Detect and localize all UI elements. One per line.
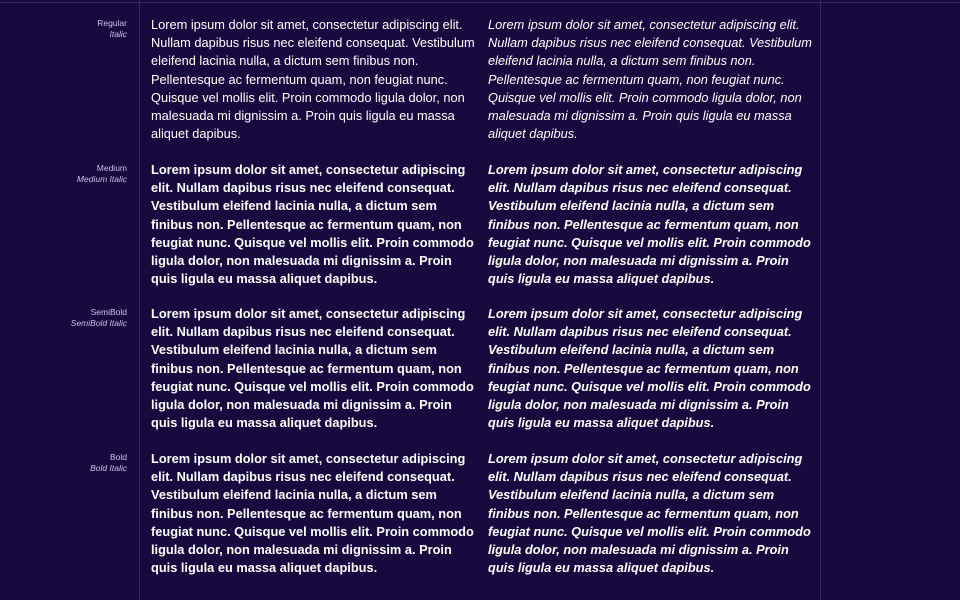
weight-label	[0, 18, 127, 40]
weight-label	[0, 307, 127, 329]
italic-weight-name: Bold Italic	[90, 463, 127, 473]
upright-weight-name: Medium	[96, 163, 127, 173]
left-column-divider	[139, 0, 140, 600]
sample-text-italic: Lorem ipsum dolor sit amet, consectetur adipiscing elit. Nullam dapibus risus nec eleifend consequat. Vestibulum eleifend lacinia nulla, a dictum sem finibus non. Pellentesque ac fermentum quam, non feugiat nunc. Quisque vel mollis elit. Proin commodo ligula dolor, non malesuada mi dignissim a. Proin quis ligula eu massa aliquet dapibus.	[488, 451, 811, 576]
sample-text-upright: Lorem ipsum dolor sit amet, consectetur adipiscing elit. Nullam dapibus risus nec eleifend consequat. Vestibulum eleifend lacinia nulla, a dictum sem finibus non. Pellentesque ac fermentum quam, non feugiat nunc. Quisque vel mollis elit. Proin commodo ligula dolor, non malesuada mi dignissim a. Proin quis ligula eu massa aliquet dapibus.	[151, 451, 474, 576]
italic-weight-name: Medium Italic	[76, 174, 127, 184]
sample-text-italic: Lorem ipsum dolor sit amet, consectetur adipiscing elit. Nullam dapibus risus nec eleifend consequat. Vestibulum eleifend lacinia nulla, a dictum sem finibus non. Pellentesque ac fermentum quam, non feugiat nunc. Quisque vel mollis elit. Proin commodo ligula dolor, non malesuada mi dignissim a. Proin quis ligula eu massa aliquet dapibus.	[488, 162, 811, 287]
sample-text-upright: Lorem ipsum dolor sit amet, consectetur adipiscing elit. Nullam dapibus risus nec eleifend consequat. Vestibulum eleifend lacinia nulla, a dictum sem finibus non. Pellentesque ac fermentum quam, non feugiat nunc. Quisque vel mollis elit. Proin commodo ligula dolor, non malesuada mi dignissim a. Proin quis ligula eu massa aliquet dapibus.	[151, 17, 475, 142]
right-column-divider	[820, 0, 821, 600]
weight-label	[0, 163, 127, 185]
top-divider	[0, 2, 960, 3]
sample-text-italic: Lorem ipsum dolor sit amet, consectetur adipiscing elit. Nullam dapibus risus nec eleifend consequat. Vestibulum eleifend lacinia nulla, a dictum sem finibus non. Pellentesque ac fermentum quam, non feugiat nunc. Quisque vel mollis elit. Proin commodo ligula dolor, non malesuada mi dignissim a. Proin quis ligula eu massa aliquet dapibus.	[488, 17, 812, 142]
sample-text-upright: Lorem ipsum dolor sit amet, consectetur adipiscing elit. Nullam dapibus risus nec eleifend consequat. Vestibulum eleifend lacinia nulla, a dictum sem finibus non. Pellentesque ac fermentum quam, non feugiat nunc. Quisque vel mollis elit. Proin commodo ligula dolor, non malesuada mi dignissim a. Proin quis ligula eu massa aliquet dapibus.	[151, 162, 474, 287]
italic-weight-name: Italic	[109, 29, 127, 39]
upright-weight-name: Bold	[109, 452, 127, 462]
italic-weight-name: SemiBold Italic	[70, 318, 127, 328]
sample-text-italic: Lorem ipsum dolor sit amet, consectetur adipiscing elit. Nullam dapibus risus nec eleifend consequat. Vestibulum eleifend lacinia nulla, a dictum sem finibus non. Pellentesque ac fermentum quam, non feugiat nunc. Quisque vel mollis elit. Proin commodo ligula dolor, non malesuada mi dignissim a. Proin quis ligula eu massa aliquet dapibus.	[488, 306, 811, 431]
upright-weight-name: Regular	[97, 18, 127, 28]
upright-weight-name: SemiBold	[90, 307, 127, 317]
sample-text-upright: Lorem ipsum dolor sit amet, consectetur adipiscing elit. Nullam dapibus risus nec eleifend consequat. Vestibulum eleifend lacinia nulla, a dictum sem finibus non. Pellentesque ac fermentum quam, non feugiat nunc. Quisque vel mollis elit. Proin commodo ligula dolor, non malesuada mi dignissim a. Proin quis ligula eu massa aliquet dapibus.	[151, 306, 474, 431]
weight-label	[0, 452, 127, 474]
